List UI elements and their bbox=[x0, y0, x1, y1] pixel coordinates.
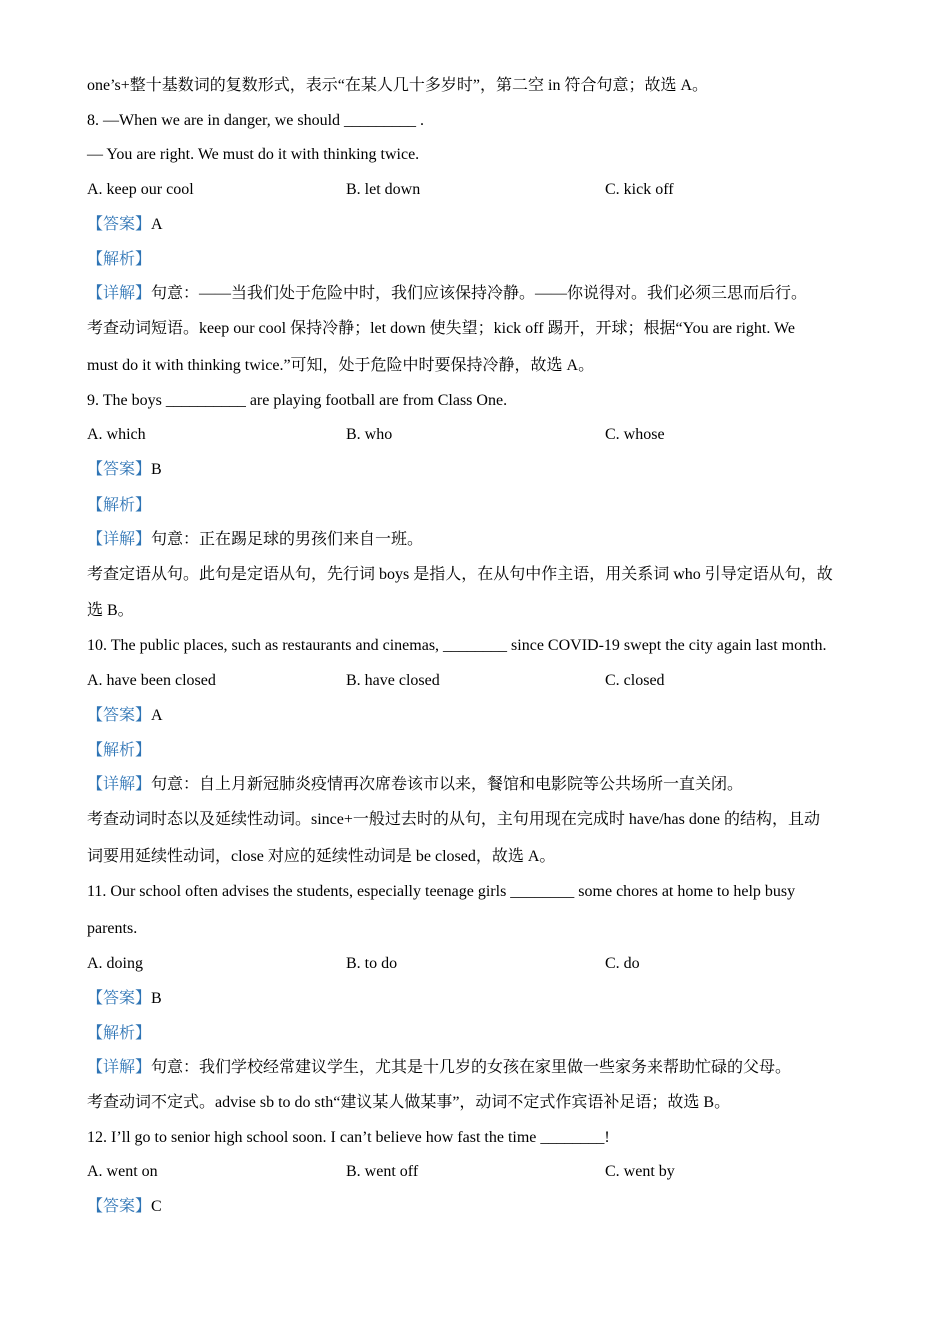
q9-detail-line-3: 选 B。 bbox=[87, 602, 134, 619]
q11-analysis bbox=[87, 1024, 151, 1044]
q11-detail-line-1: 【详解】句意：我们学校经常建议学生，尤其是十几岁的女孩在家里做一些家务来帮助忙碌的父母。 bbox=[87, 1059, 792, 1076]
q10-detail-line-2: 考查动词时态以及延续性动词。since+一般过去时的从句，主句用现在完成时 have/has done 的结构，且动 bbox=[87, 811, 820, 828]
q9-answer-value: B bbox=[151, 461, 162, 478]
q11-stem-line-2: parents. bbox=[87, 920, 138, 937]
q11-option-c: C. do bbox=[605, 955, 640, 972]
analysis-tag: 【解析】 bbox=[87, 251, 152, 268]
q11-option-b: B. to do bbox=[346, 955, 398, 972]
analysis-tag: 【解析】 bbox=[87, 497, 152, 514]
detail-tag: 【详解】 bbox=[87, 776, 152, 793]
answer-tag: 【答案】 bbox=[87, 990, 152, 1007]
answer-tag: 【答案】 bbox=[87, 216, 152, 233]
q10-detail-line-1: 【详解】句意：自上月新冠肺炎疫情再次席卷该市以来，餐馆和电影院等公共场所一直关闭。 bbox=[87, 776, 744, 793]
q9-detail-line-1: 【详解】句意：正在踢足球的男孩们来自一班。 bbox=[87, 531, 424, 548]
q10-answer bbox=[87, 706, 163, 726]
detail-tag: 【详解】 bbox=[87, 285, 152, 302]
q8-option-b: B. let down bbox=[346, 181, 421, 198]
q9-analysis bbox=[87, 496, 151, 516]
q10-detail-line-3: 词要用延续性动词，close 对应的延续性动词是 be closed，故选 A。 bbox=[87, 848, 556, 865]
q12-option-c: C. went by bbox=[605, 1163, 675, 1180]
detail-tag: 【详解】 bbox=[87, 1059, 152, 1076]
intro-text: one’s+整十基数词的复数形式，表示“在某人几十多岁时”，第二空 in 符合句意；故选 A。 bbox=[87, 77, 709, 94]
q8-stem-line-2: — You are right. We must do it with thinking twice. bbox=[87, 146, 420, 163]
answer-tag: 【答案】 bbox=[87, 707, 152, 724]
q9-answer bbox=[87, 460, 162, 480]
q8-stem-line-1: 8. —When we are in danger, we should _________ . bbox=[87, 112, 425, 129]
q10-option-c: C. closed bbox=[605, 672, 665, 689]
q8-option-a: A. keep our cool bbox=[87, 181, 194, 198]
q11-detail-line-2: 考查动词不定式。advise sb to do sth“建议某人做某事”，动词不定式作宾语补足语；故选 B。 bbox=[87, 1094, 731, 1111]
q9-stem-line-1: 9. The boys __________ are playing football are from Class One. bbox=[87, 392, 508, 409]
q9-option-b: B. who bbox=[346, 426, 393, 443]
q9-option-c: C. whose bbox=[605, 426, 665, 443]
q10-stem-line-1: 10. The public places, such as restaurants and cinemas, ________ since COVID-19 swept the city again last month. bbox=[87, 637, 827, 654]
q8-detail-line-1: 【详解】句意：——当我们处于危险中时，我们应该保持冷静。——你说得对。我们必须三思而后行。 bbox=[87, 285, 808, 302]
answer-tag: 【答案】 bbox=[87, 1198, 152, 1215]
q12-stem-line-1: 12. I’ll go to senior high school soon. I can’t believe how fast the time ________! bbox=[87, 1129, 610, 1146]
q8-detail-line-3: must do it with thinking twice.”可知，处于危险中时要保持冷静，故选 A。 bbox=[87, 357, 595, 374]
q12-option-b: B. went off bbox=[346, 1163, 419, 1180]
q11-answer bbox=[87, 989, 162, 1009]
q8-analysis bbox=[87, 250, 151, 270]
q11-stem-line-1: 11. Our school often advises the students, especially teenage girls ________ some chores at home to help busy bbox=[87, 883, 796, 900]
q8-detail-line-2: 考查动词短语。keep our cool 保持冷静；let down 使失望；kick off 踢开，开球；根据“You are right. We bbox=[87, 320, 795, 337]
q12-answer-value: C bbox=[151, 1198, 162, 1215]
q12-answer bbox=[87, 1197, 162, 1217]
q9-detail-line-2: 考查定语从句。此句是定语从句，先行词 boys 是指人，在从句中作主语，用关系词 who 引导定语从句，故 bbox=[87, 566, 833, 583]
q10-answer-value: A bbox=[151, 707, 163, 724]
q10-analysis bbox=[87, 741, 151, 761]
q11-answer-value: B bbox=[151, 990, 162, 1007]
q8-option-c: C. kick off bbox=[605, 181, 674, 198]
q8-answer-value: A bbox=[151, 216, 163, 233]
detail-tag: 【详解】 bbox=[87, 531, 152, 548]
q12-option-a: A. went on bbox=[87, 1163, 158, 1180]
q9-option-a: A. which bbox=[87, 426, 146, 443]
analysis-tag: 【解析】 bbox=[87, 1025, 152, 1042]
analysis-tag: 【解析】 bbox=[87, 742, 152, 759]
q8-answer bbox=[87, 215, 163, 235]
q10-option-a: A. have been closed bbox=[87, 672, 216, 689]
q11-option-a: A. doing bbox=[87, 955, 143, 972]
answer-tag: 【答案】 bbox=[87, 461, 152, 478]
q10-option-b: B. have closed bbox=[346, 672, 440, 689]
